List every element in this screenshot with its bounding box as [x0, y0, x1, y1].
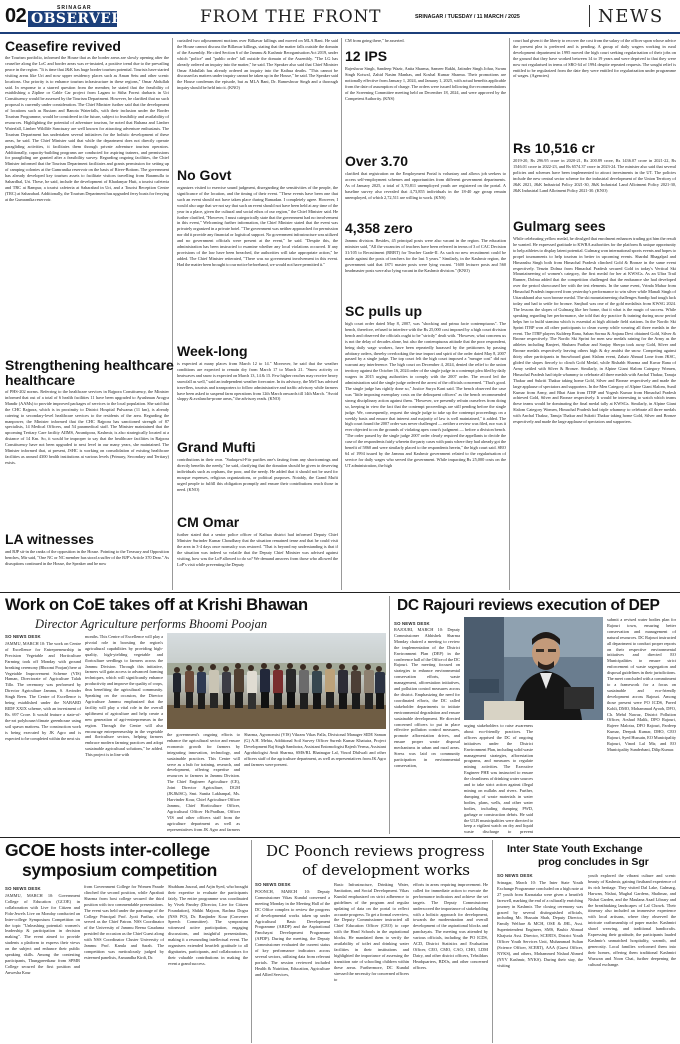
column-divider — [389, 596, 390, 834]
brand-main: OBSERVER — [31, 11, 124, 27]
headline-poonch-2: of development works — [302, 861, 470, 879]
story-over-text: clarified that registration on the Employment Portal is voluntary and allows job seekers to access self-employment schemes and opportunities from different government departments. As of January 2025, a total of 3,70,811 unemployed youth are registered on the portal. A baseline survey also revealed that 4,73,855 individuals in the 18-40 age group remain unemployed, of which 2,72,511 are willing to work. (KNS) — [345, 171, 506, 200]
newsdesk-krishi: SO NEWS DESK — [5, 634, 41, 639]
headline-no-govt: No Govt — [177, 167, 232, 183]
headline-poonch-1: DC Poonch reviews progress — [266, 842, 485, 860]
photo-krishi-image — [167, 633, 386, 729]
headline-rs10516: Rs 10,516 cr — [513, 140, 595, 156]
headline-youth-1: Inter State Youth Exchange — [507, 843, 643, 855]
headline-cm-omar: CM Omar — [177, 514, 240, 530]
headline-strengthening: Strengthening healthcare — [5, 357, 174, 373]
photo-rajouri-image — [464, 617, 603, 720]
story-krishi-col2: months. This Centre of Excellence will play a pivotal role in boosting the region's agricultural capabilities by providing high-quality, high-yielding vegetable and floriculture seedlings to farmers across the Jammu Division. Through this initiative, farmers will gain access to advanced farming techniques, which will significantly enhance productivity and improve the quality of crops, thus benefiting the agricultural community. Speaking on the occasion, the Director Agriculture Jammu emphasized that the facility will play a vital role in the overall upliftment of agriculture and help create a new generation of agri-entrepreneurs in the region. Through the Centre will also encourage entrepreneurship in the vegetable and floriculture sectors, helping farmers embrace modern farming practices and adopt sustainable agricultural solutions," he added. This project is in line with — [85, 634, 163, 758]
story-mufti-text: contributions in their own. "Sadaqa-ul-Fitr purifies one's fasting from any shortcomings and directly benefits the needy," he said, clarifying that the donation should be given to deserving individuals such as orphans, the poor, and the needy. He added that it should not be used for mosque expenses, religious organizations, or political purposes. Notably, the Grand Mufti urged people to fulfill this obligation promptly and ensure their contributions reach those in need. (KNO) — [177, 457, 338, 492]
newsdesk-poonch: SO NEWS DESK — [255, 882, 291, 887]
brand-top: SRINAGAR — [57, 5, 92, 11]
column-divider — [509, 38, 510, 590]
story-gcoe-col1: JAMMU, MARCH 10: Government College of Education (GCOE) in collaboration with Live for Citizen and Fida-Jewels Live on Monday conducted an Inter-college Symposium Competition on the topic "Unleashing potential: women's leadership & participation in decision making". The event aimed to provide students a platform to express their views on the subject and enhance their public speaking skills. Among the contesting participants, Thungpreetkaur from SPMR College secured the first position and Anwesha Kour — [5, 893, 80, 975]
dateline: SRINAGAR / TUESDAY / 11 MARCH / 2025 — [415, 14, 520, 20]
headline-over-370: Over 3.70 — [345, 153, 409, 169]
headline-ceasefire: Ceasefire revived — [5, 38, 121, 54]
story-youth-col1: Srinagar, March 10: The Inter State Youth Exchange Programme concluded on a high note at 27 youth from Karnataka were given a heartfelt farewell, marking the end of a culturally enriching journey in Kashmir. The closing ceremony was graced by several distinguished officials, including Mr. Hussain Shah, Deputy Director, Family Welfare & MCH, OSE & JHL, Asst. Superintendent Engineer, SMS, Bashir Ahmad Khajuria Asst. Director, SCERTS, District Youth Officer Youth Services Unit, Muhammad Sultan (Science Officer, SCERT), AAA (Guest Officer, NYKS), and others, Mohammed Nishad Ahmed (NYV Kashmir, NYKS). During their stay, the visiting — [497, 880, 583, 968]
story-ips-text: Rajeshwar Singh, Sandeep Wazir, Anita Sharma, Sameer Rakhi, Jatinder Singh Johar, Swam Singh Kotwal, Zahid Nasim Manhas, and Koshal Kumar Sharma. Their promotions are notionally effective from January 1, 2024, and January 1, 2025, with actual benefits applicable from the date of assumption of charge. The orders were issued following the recommendations of the Screening Committee meeting held on December 18, 2024, and were approved by the Competent Authority. (KNS) — [345, 66, 506, 101]
story-rajouri-col1: RAJOURI, MARCH 10: Deputy Commissioner Abhishek Sharma Monday chaired a meeting to review the implementation of the District Environment Plan (DEP) in the conference hall of the Office of the DC Rajouri. The meeting focused on strategies to enhance environmental conservation efforts, waste management, afforestation initiatives, and pollution control measures across the district. Emphasizing the need for coordinated efforts, the DC called stakeholder departments to initiate environmental degradation and ensure sustainable development. He directed concerned officers to put in place effective pollution control measures, promote afforestation drives, and ensure proper waste disposal mechanisms in urban and rural areas. Stress was laid on community participation in environmental conservation, — [394, 627, 460, 768]
story-col4-lead: court had given it the liberty to recover the cost from the salary of the officer upon whose advice the present plea is preferred and is pending. A group of daily wagers working in rural development department in 1995 moved the high court seeking regularisation of their jobs on the ground that they have worked between 14 to 19 years and were deprived to that they were now not regularised in terms of SRO 64 of 1994 despite repeated requests. The sought relief is entitled to be regularized from the date they were entitled for regularization under programme of wages. (Agencies) — [513, 38, 676, 79]
section-divider — [0, 592, 680, 593]
section-right-divider — [589, 5, 590, 27]
column-divider — [492, 840, 493, 1043]
headline-krishi: Work on CoE takes off at Krishi Bhawan — [5, 596, 308, 614]
headline-youth-2: prog concludes in Sgr — [538, 856, 649, 868]
story-youth-col2: youth explored the vibrant culture and scenic beauty of Kashmir, gaining firsthand experience of its rich heritage. They visited Dal Lake, Gulmarg, Harwan, Nishat, Mughal Gardens, Shalimar, and Nishat Garden, and the Maulana Azad Library and the breathtaking landscapes of Lal Chowk. Their itinerary also included an immersive experience with local artisans, where they observed the intricate craftsmanship of paper mache. Kashmiri shawl weaving, and traditional handicrafts. Expressing their gratitude, the participants lauded Kashmir's unmatched hospitality, warmth, and generosity. Local families welcomed them into their homes, offering them traditional Kashmiri Wazwan and Noon Chai, further deepening the cultural exchange. — [588, 873, 676, 967]
subhead-krishi: Director Agriculture performs Bhoomi Poojan — [35, 617, 268, 631]
headline-la-witnesses: LA witnesses — [5, 531, 94, 547]
story-week-text: is expected at many places from March 12 to 14." Moreover, he said that the weather conditions are expected to remain dry from March 17 to March 21. "Snow activity or heatwaves and snow is expected on March 13, 14 & 15. Few higher reaches may receive heavy snowfall as well," said an independent weather forecaster. In its advisory, the MeT has advised travellers, tourists and transporters to follow administrative and traffic advisory while farmers have been asked to suspend farm operations from 12th March onwards till 14th March. "Avoid sloppy & avalanche-prone areas," the advisory reads. (KNO) — [177, 361, 338, 402]
story-rs-text: 2019-20, Rs 296.95 crore in 2020-21, Rs 200.89 crore, Rs 1436.07 crore in 2021-22, Rs 1546.01 crore in 2022-23, and Rs 6574.37 crore in 2023-24. The minister also said that several policies and schemes have been implemented to attract investments in the UT. The policies include the new central sector scheme for the industrial development of the Union Territory of J&K 2021, J&K Industrial Policy 2021-30, J&K Industrial Land Allotment Policy 2021-30, J&K Industrial Land Allotment Policy 2021-30. (KNO) — [513, 158, 676, 193]
section-title: FROM THE FRONT — [200, 7, 382, 27]
story-rajouri-col3b — [537, 723, 603, 834]
story-no-govt-text: organizes visited to exercise sound judgment, disregarding the sensitivities of the people, the significance of the location, and the timing of their event. "These events have been one that such an event should not have taken place during Ramadan. I completely agree. However, I would also urge that we not say that such an event should not have been held at any time of the year in a place, given the cultural and social ethos of our region," the Chief Minister said. He further clarified, "However, I must categorically state that the government had no involvement in this event," Welcoming further information, the Chief Minister stated that the event was privately organized in a private hotel. "The government was neither approached for permission nor did it provide any financial or logistical support. No government infrastructure was utilized and no government officials were present at the event," he said. "Despite this, the administration has been instructed to examine whether any local violations occurred. If any provisions of the law have been breached, the authorities will take appropriate action," he added. The Chief Minister reiterated, "There was no government involvement in this event. Had the matter been brought to our notice beforehand, we would not have permitted it." — [177, 185, 338, 267]
masthead-rule — [0, 32, 680, 34]
photo-rajouri-meeting — [464, 617, 603, 720]
newsdesk-youth: SO NEWS DESK — [497, 873, 533, 878]
photo-krishi-ceremony — [167, 633, 386, 729]
story-omar-text: further stated that a senior police officer of Kathua district had informed Deputy Chief Minister Surinder Kumar Choudhary that the situation remained tense and that he could visit the area in 3-4 days once normalcy was restored. "That is beyond my understanding is that if the situation was indeed so volatile that the Deputy Chief Minister was advised against visiting, how was the LoP allowed to do so? We demand answers from those who allowed the LoP's visit while preventing the Deputy — [177, 532, 338, 567]
headline-rajouri: DC Rajouri reviews execution of DEP — [397, 597, 660, 614]
headline-healthcare: healthcare — [5, 372, 76, 388]
story-ceasefire-text: the Tourism portfolio, informed the House that as the border areas are slowly opening after the ceasefire along the LoC and border areas was re-instated, a positive trend due to the prevailing peace in the region. "It is time that J&K has huge border tourism potential. Tourists have started visiting areas like Uri and now upper residency places such as Aman Setu and other scenic locations. Our priority is to enhance tourism infrastructure in these regions," Omar Abdullah said. In response to a starred question from the member, he stated that the feasibility of establishing a Zipline or Cable Car project from Lagam to Sitha Forest darbaris in Uri Constituency would be assessed by the Tourism Department. However, he clarified that no such proposal is currently under consideration. The Chief Minister further said that the development of locations such as Rustam and Banota Waterfalls, with their inclusion under the Border Tourism Programme, would be considered in the future, subject to feasibility and availability of resources. Highlighting the potential of adventure tourism, he noted that Buhana and Limber Waterfall, Limber Wildlife Sanctuary are well known for attracting adventure enthusiasts. The Tourism Department has undertaken several initiatives for the holistic development of these areas, he said. The Chief Minister said that while the department does not directly operate paragliding activities, it facilitates them through private adventure tourism operators. Additionally, capacity-building programs are conducted for aspiring trainers, and permissions for paragliding are granted after a feasibility survey. Regarding ongoing facilities, the Chief Minister informed that the Tourism Department facilitates and grants permission for setting up of camping colonies at the Gumranika reservoir on the basis of River-Bottom. The government has already developed key tourism assets to facilitate visitors travelling from Baramulla to Sahardhal, Uri. These, he said, include the development of Khadanyar Hutt, a tourist cafeteria and TRC at Rampur, a tourist cafeteria at Saharabad in Uri, and a Tourist Reception Centre (TRC) at Saharabad. Additionally, the Tourism Department has upgraded ferry boats for ferrying at the Gumranika reservoir. — [5, 55, 169, 202]
story-krishi-col3: the government's ongoing efforts to enhance the agricultural sector and ensure economic growth for farmers by integrating innovation, technology, and sustainable practices. This Centre will serve as a hub for training, research, and development, offering expertise and resources to farmers in Jammu Division. The Chief Engineer Agriculture (CE), Joint Director Agriculture, DGM (JKJ&ISC), Smt. Sunita Lakhanpal, Ms. Harvinder Kour, Chief Agriculture Officer Jammu, Chief Horticulture Officer, Agricultural Officer Hr.Pradhan, Officer VIS and other officers staff from the agriculture department as well as representatives from JK Agro and farmers — [167, 732, 240, 832]
story-krishi-col1: JAMMU, MARCH 10: The work on Centre of Excellence for Entrepreneurship in Precision Vegetable and Horticulture Farming took off Monday with ground breaking ceremony (Bhoomi Poojan) here at Vegetable Improvement Scheme (VIS) Haman, Directorate of Agriculture Talab Tillo. The ceremony was performed by Director Agriculture Jammu, S. Arvinder Singh Reen. The Centre of Excellence is being established under the NABARD RIDF XXIX scheme, with an investment of Rs. 697 Crore. It would feature a state-of-the-art polyhouse/climate greenhouse using soil spawn mattress. The construction work is being executed by JK Agro and is expected to be completed within the next six — [5, 641, 81, 741]
story-rajouri-col2: urging stakeholders to raise awareness about eco-friendly practices. The officers apprised the DC of ongoing initiatives under the District Environment Plan, including solid waste management strategies, afforestation programs, and measures to regulate mining activities. The Executive Engineer PHE was instructed to ensure the cleanliness of drinking water sources and to take strict action against illegal mining on nullahs and rivers. Further, dumping of waste materials in water bodies, plans, wells, and other water bodies, including dumping PWD, garbage or construction debris. He said the ULB municipalities were directed to keep a vigilant watch on dry and liquid waste discharge to prevent — [464, 723, 533, 834]
column-divider — [341, 38, 342, 590]
story-poonch-col1: POONCH, MARCH 10: Deputy Commissioner Vikas Kundal convened a meeting Monday in the Meeting Hall of the DC Office complex to review the progress of developmental works taken up under Agricultural Basic Development Programme (ABDP) and the Aspirational Panchayat Development Programme (APDP). During the meeting, the Deputy Commissioner evaluated the current status of key performance indicators across several sectors, utilizing data from relevant portals. The session reviewed included Health & Nutrition, Education, Agriculture and Allied Services, — [255, 889, 330, 977]
headline-12-ips: 12 IPS — [345, 48, 388, 64]
story-poonch-col2: Basic Infrastructure, Drinking Water, Sanitation, and Social Development. Vikas Kundal emphasized on strict adherence to guidelines of the program and regular updating of data on the portal to reflect accurate progress. To get a formal overview, the Deputy Commissioner instructed all Chief Education Officer (CEO) to cope with the Head Schools in the aspirational blocks. He mandated them to verify the availability of toilet and drinking water facilities in their institutions and highlighted the importance of assessing the transition rate of schooling children within these areas. Furthermore, DC Kundal stressed the necessity for concerned officers to — [334, 882, 409, 982]
masthead — [0, 0, 680, 33]
newsdesk-gcoe: SO NEWS DESK — [5, 886, 41, 891]
column-divider — [251, 840, 252, 1043]
headline-gulmarg: Gulmarg sees — [513, 218, 606, 234]
column-divider — [172, 38, 173, 590]
story-col2-intro: curtailed two adjournment motions over Bilkavar killings and moved on MLA Bani. He said the House cannot discuss the Billawar killings, stating that the matter falls outside the domain of the Assembly. He cited Section 6 of the Jammu & Kashmir Reorganisation Act 2019, under which "police" and "public order" fall outside the domain of the Assembly. "The LG has already ordered an inquiry into the matter," he said. The Speaker also said that Chief Minister Omar Abdullah has already ordered an inquiry into the Kathua deaths. "This cannot be discussed as matters under inquiry cannot be taken up in the House," he said. The Speaker said the House condemns the episode, but as MLA Bani, Dr. Rameshwar Singh and a thorough inquiry should be held into it. (KNO) — [177, 38, 338, 91]
story-gulmarg-text: While celebrating yellow medal, he divulged that enrolment enhances trading got him the result he wanted. He expressed gratitude to KWRA authorities for the platform & unique opportunity to help athletes to display latent potential. Gulmarg won international sports events and hopes to propel tournaments to help tourism in better in upcoming events. Shardul Bhagalpal and Himanshu Singh both from Himachal Pradesh clinched Gold & Bronze in the same event respectively. Tenzin Dolma from Himachal Pradesh secured Gold in today's Vertical Ski Mountaineering of women's category, the first medal for her at KWSGs. As an Ultra Trail Runner, Dolma added that the competition challenged that the endurance she had developed over the period showcased her with the test elements. In the same event, Vrinda Mahar from Himachal Pradesh improved from yesterday's performance to win silver while Manali Singh of Uttarakhand also won bronze medal. The ski mountaineering challenges Sandip had tough luck today and had to settle for bronze. Sanjhail was one of the gold medalists from KWSG 2024. The lessons the slopes of Gulmarg like her home, that it what is the magic of success. While speaking regarding her performance, she told that dry practice & training during snow period helps her to build stamina which is essential at high altitude field stations. In the Nordic Ski Sprint ITBP won all other participants to clean sweep while wearing all three medals in the event. The ITBP players Kuldeep Rana, Saban Sorma & Anjana Devi obtained Gold, Silver & Bronze respectively. The Nordic Ski Sprint for men saw medals raining for the Army as the athletes including Ranjeet, Shubam Parihar and Sanjay Sherpa took away Gold, Silver and Bronze medals respectively leaving others high & dry amidst the snow. Competing against thirty other participants in Snowboard giant Slalom event, Zahair Ahmad Lone from JKSC, glided the slopes fiercely to clinch Gold Medal, while Rishabh Sharma and Kuvar Rana of Army settled with Silver & Bronze. Similarly, in Alpine Giant Slalom Category Women, Himachal Pradesh had triple whammy to celebrate all three medals with Anchal Thakur, Tanuja Thakur and Sukriti Thakur taking home Gold, Silver and Bronze respectively and made the large applause of spectators and supporters. In the Men Category of Alpine Giant Slalom, Sunil Kumar from Army, and Bhat Atan from ITBP and Yogesh Kumar from Himachal Pradesh achieved Gold, Silver and Bronze respectively. It would be interesting to watch which teams these teams would be dominating the final medal tally at KWSGs. Similarly, in Alpine Giant Slalom Category Women, Himachal Pradesh had triple whammy to celebrate all three medals with Anchal Thakur, Tanuja Thakur and Sukriti Thakur taking home Gold, Silver and Bronze respectively and made the large applause of spectators and supporters. — [513, 236, 676, 425]
headline-gcoe-1: GCOE hosts inter-college — [5, 840, 210, 860]
story-gcoe-col3: Shubham Jasoral, and Arjin Syed, who brought their expertise to evaluate the participants fairly. The entire programme was coordinated by Vivek Pandey (Director, Live for Citizen Foundation), Shikhi Majoon, Rachna Dogra (NSS PO), Dr. Ranjinder Kour (Convener Speech Committee). The symposium witnessed active participation, engaging discussions, and insightful presentations, making it a resounding intellectual event. The organisers extended heartfelt gratitude to all dignitaries, participants, and collaborators for their valuable contributions in making the event a grand success. — [168, 884, 248, 966]
headline-gcoe-2: symposium competition — [22, 860, 217, 880]
newsdesk-rajouri: SO NEWS DESK — [394, 621, 430, 626]
section-right: NEWS — [598, 6, 664, 27]
story-sc-text: high court order dated May 8, 2007, was "shocking and prima facie contemptuous". The bench, therefore, refused to interfere with the Rs 25,000 cost imposed by a high court division bench and observed the officials ought to be "strictly" dealt with. "However, what concerns us is not the delay of decades alone, but also the contemptuous attitude that the poor respondent, being daily wage workers, have been repeatedly harassed by the petitioners by passing arbitrary orders, thereby overlooking the true import and spirit of the order dated May 8, 2007 passed by a single judge. The top court felt the high court imposed a "meagre cost" did not warrant any interference. The high court on December 4, 2024, denied the relief to the union territory against the October 16, 2024 order of the single judge in a contempt plea filed by daily wagers in 2015 urging authorities to comply with the 2007 order. The record led the administration said the single judge ordered the arrest of the officials concerned. "That's good. The single judge has rightly done so," Justice Surya Kant said. The bench observed the case was "little imposing exemplary costs on the delinquent officers" as the bench recommended strong disciplinary action against them. "However, we presently refrain ourselves from doing so, keeping in view the fact that the contempt proceedings are still pending before the single judge. We, consequently, request the single judge to take up the contempt proceedings on a weekly basis and ensure that interest and majority of law is well maintained," it added. The high court found the 2007 order was never challenged — neither a review was filed, nor was it ever objected to on the grounds of violating apex court's judgment — before a division bench. "The order passed by the single judge 2007 order clearly required the appellants to decide the case of the respondents fairly wherein the party cases with pasts where they had already got the benefit of 5860 and were similarly placed to the respondents herein," the high court said. SRO 64 of 1994 issued by the Jammu and Kashmir government related to the regularisation of service for daily wages who served the government. While impacting Rs 25,000 costs on the UT administration, the high — [345, 321, 506, 468]
headline-grand-mufti: Grand Mufti — [177, 439, 256, 455]
headline-4358: 4,358 zero — [345, 220, 413, 236]
story-krishi-col4: Sharma, Agronomist (VIS) Vikram Vikas Palla, Divisional Manager SIDE Saman (G) A.H. Mehta, Additional Soil Survey Officer Suresh Kumar Khatuira, Project Development Raj Singh Sambotra, Assistant Entomologist Rajesh Verma, Assistant Agrobiologist Amit Sharma, SMS/RL Bhatnagar Lal, Vinod Dhilwali and other officers staff of the agriculture department, as well as representatives from JK Agro and farmers were present. — [244, 732, 386, 767]
story-col3-lead: CM from going there," he asserted. — [345, 38, 405, 43]
headline-sc-pulls: SC pulls up — [345, 303, 422, 319]
story-gcoe-col2: from Government College for Women Parade clinched the second position, while Aprabati Sharma from host college secured the third position with two commendable presentations. The event was held under the patronage of the College Principal Prof. Jyoti Parihar, who served as the Chief Patron. NSS Coordinator of the University of Jammu Reena Gaudama presided the occasion as the Chief Guest along with NSS Coordinator Cluster University of Jammu Prof. Kamla and Sarah. The competition was meticulously judged by esteemed panelists, Asmandha Kirdi, Dr. — [84, 884, 164, 960]
story-la-text: and BJP sit-in the ranks of the opposition in the House. Pointing to the Treasury and Opposition benches, Mir said, "One NC or NC member has stood a suffer of the BJP's Article 370 Dear." As disruptions continued in the House, the Speaker and he now — [5, 549, 169, 566]
story-rajouri-col4: submit a revised water bodies plan for Rajouri town, ensuring better conservation and management of natural resources. DC Rajouri instructed all department to conduct proper reports on their respective environmental initiatives and directed EO Municipalities to ensure strict enforcement of waste segregation and disposal guidelines in their jurisdictions. The meet concluded with a commitment to a framework for a focus on sustainable and eco-friendly development across Rajouri. Among those present were PO ICDS, Paved Kohli, DMO, Mohammad Ayoob, DFO, Ch. Mehd Nawaz, District Pollution Officer, Arshad Malik, DPO Rajouri, Rajeev Malotra, DFO Rajouri, Pardeep Kumar, Deepak Kumar, DHO, CEO Rajouri, Syed Hussain, EO Municipality Rajouri, Vinod Lal Mir, and EO Municipality Sunderbani, Dilip Kumar. — [607, 617, 676, 752]
section-divider — [0, 837, 680, 838]
story-health-text: of PHS-202 norms. Referring to the healthcare services in Rajpora Constituency, the Minister informed that out of a total of 6 health facilities 11 have been upgraded to Ayushman Arogya Mandir (AAMs) to provide improved packages of services to the local population. She said that the CHC Rajpora, which is in proximity to District Hospital Pulwama (11 km), is already catering to secondary-level healthcare services to the residents of the area. Regarding the manpower, the Minister informed that the CHC Rajpora has sanctioned strength of 87 specialists, 14 Medical Officers, and 54 paramedical staff. The Minister maintained that the upcoming Tertiary Care facility AIIMS, Awantipora, Kashmir, is also strategically located at a distance of 14 Km. So, it would be improper to say that the healthcare facilities in Rajpora Constituency have not been upgraded to next level in our many years, she maintained. The Minister informed that, at present, JSHC is working on consolidation of existing healthcare facilities as around 4300 health institutions at various levels (Primary, Secondary and Tertiary) exists. — [5, 389, 169, 465]
story-zero-text: Jammu division. Besides, 45 principal posts were also vacant in the region. The education minister said, "All the vacancies of teachers have been referred in terms of 3 of CAC Decision 31/105 to Recruitment (RRBT) for Teacher Grade-II. As such no new recruitment could be made against the posts of teachers for the last 5 years." Similarly, in the Kashmir region, the government said that 1871 master posts were lying vacant. "1600 lecturer posts and 560 headmaster posts were also lying vacant in the Kashmir division." (KNO) — [345, 238, 506, 273]
page-number: 02 — [5, 5, 27, 27]
headline-week-long: Week-long — [177, 343, 248, 359]
story-poonch-col3: efforts in areas requiring improvement. He called for immediate action to execute the performance indicators and achieve the set targets. The Deputy Commissioner underscored the importance of stakeholding with a holistic approach for development, towards the modernization and overall development of the aspirational blocks and panchayats. The meeting was attended by various officials, including the PO ICDS, ACD, District Statistics and Evaluation Officer, CEO, CMO, CAO, CHO, LDM Dairy, and other district officers, Tehsildars Headquarters, BDOs, and other concerned officers. — [413, 882, 488, 970]
